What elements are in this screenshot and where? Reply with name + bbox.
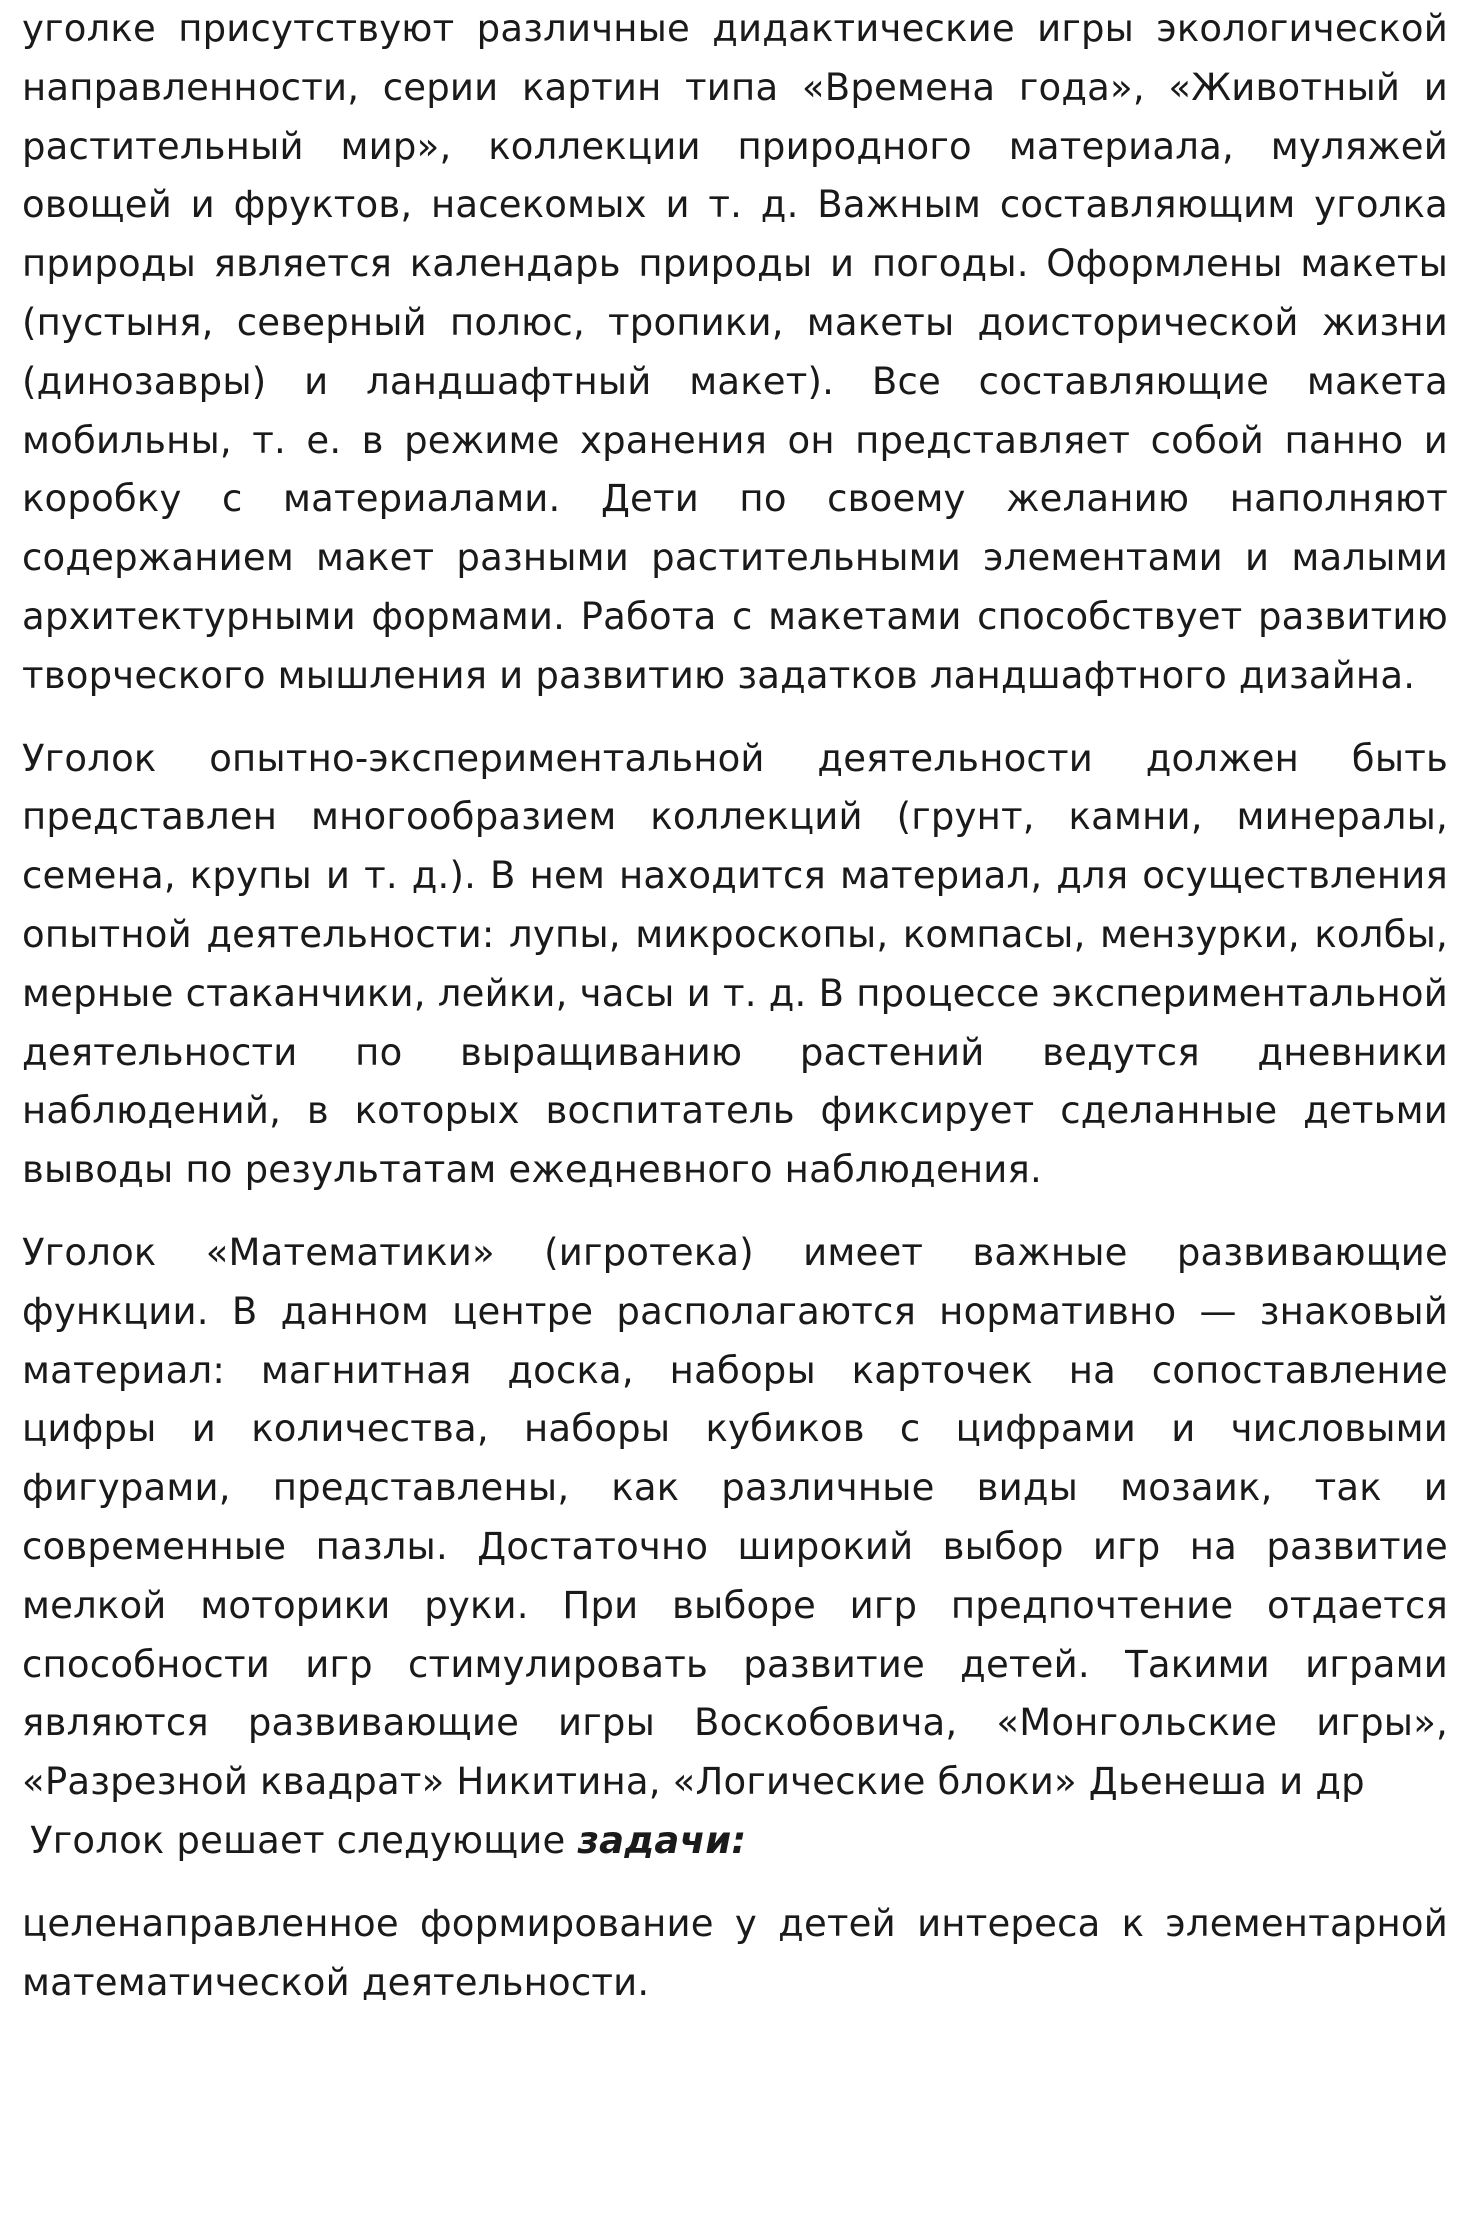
paragraph-experiment-corner: Уголок опытно-экспериментальной деятельности должен быть представлен многообразием коллекций (грунт, камни, минералы, семена, крупы и т. д.). В нем находится материал, для осуществления опытной деятельности: лупы, микроскопы, компасы, мензурки, колбы, мерные стаканчики, лейки, часы и т. д. В процессе экспериментальной деятельности по выращиванию растений ведутся дневники наблюдений, в которых воспитатель фиксирует сделанные детьми выводы по результатам ежедневного наблюдения. <box>22 736 1448 1192</box>
tasks-intro-text: Уголок решает следующие <box>30 1818 578 1862</box>
paragraph-nature-corner: уголке присутствуют различные дидактические игры экологической направленности, серии картин типа «Времена года», «Животный и растительный мир», коллекции природного материала, муляжей овощей и фруктов, насекомых и т. д. Важным составляющим уголка природы является календарь природы и погоды. Оформлены макеты (пустыня, северный полюс, тропики, макеты доисторической жизни (динозавры) и ландшафтный макет). Все составляющие макета мобильны, т. е. в режиме хранения он представляет собой панно и коробку с материалами. Дети по своему желанию наполняют содержанием макет разными растительными элементами и малыми архитектурными формами. Работа с макетами способствует развитию творческого мышления и развитию задатков ландшафтного дизайна. <box>22 7 1448 697</box>
tasks-emphasis: задачи: <box>577 1818 747 1862</box>
tasks-intro <box>22 1812 1448 1871</box>
document-page <box>22 0 1448 2012</box>
task-item: целенаправленное формирование у детей интереса к элементарной математической деятельности. <box>22 1901 1448 2004</box>
paragraph-math-corner: Уголок «Математики» (игротека) имеет важные развивающие функции. В данном центре располагаются нормативно — знаковый материал: магнитная доска, наборы карточек на сопоставление цифры и количества, наборы кубиков с цифрами и числовыми фигурами, представлены, как различные виды мозаик, так и современные пазлы. Достаточно широкий выбор игр на развитие мелкой моторики руки. При выборе игр предпочтение отдается способности игр стимулировать развитие детей. Такими играми являются развивающие игры Воскобовича, «Монгольские игры», «Разрезной квадрат» Никитина, «Логические блоки» Дьенеша и др <box>22 1230 1448 1804</box>
